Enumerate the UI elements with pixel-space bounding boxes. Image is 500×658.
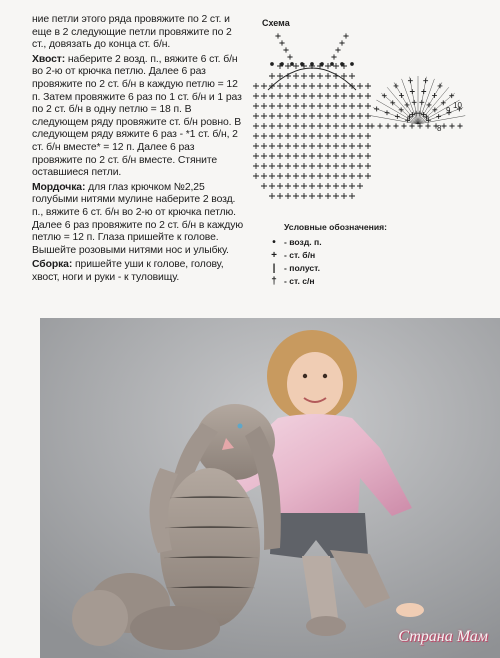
round-label-10: 10 bbox=[453, 101, 462, 110]
chain-mark bbox=[271, 63, 274, 66]
stitch-mark bbox=[349, 123, 355, 129]
stitch-mark bbox=[349, 163, 355, 169]
stitch-mark bbox=[333, 163, 339, 169]
watermark-logo: Страна Мам bbox=[398, 628, 488, 645]
stitch-mark bbox=[293, 93, 299, 99]
stitch-mark bbox=[417, 123, 422, 128]
stitch-mark bbox=[365, 83, 371, 89]
stitch-mark bbox=[365, 173, 371, 179]
stitch-mark bbox=[293, 193, 299, 199]
legend-item: † - ст. с/н bbox=[268, 275, 387, 288]
stitch-mark bbox=[339, 40, 344, 45]
stitch-mark bbox=[253, 103, 259, 109]
double-crochet-icon: † bbox=[271, 276, 277, 287]
stitch-mark bbox=[283, 47, 288, 52]
tail-text: наберите 2 возд. п., вяжите 6 ст. б/н во 2-ю от крючка петлю. Далее 6 раз провяжите по 2 ст. б/н в каждую петлю = 12 п. Затем провяжите 6 раз по 1 ст. б/н и 1 раз по 2 ст. б/н в одну петлю = 18 п. В следующем ряду провяжите ст. б/н ровно. В следующем ряду вяжите 6 раз - *1 ст. б/н, 2 ст. б/н вместе* = 12 п. Далее 6 раз провяжите по 2 ст. б/н вместе. Стяните оставшиеся петли. bbox=[32, 53, 242, 179]
stitch-mark bbox=[457, 123, 462, 128]
stitch-mark bbox=[317, 133, 323, 139]
stitch-mark bbox=[333, 83, 339, 89]
stitch-mark bbox=[357, 173, 363, 179]
instructions-column bbox=[32, 14, 247, 286]
stitch-mark bbox=[341, 103, 347, 109]
legend-item: + - ст. б/н bbox=[268, 249, 387, 262]
stitch-mark bbox=[301, 183, 307, 189]
stitch-mark bbox=[285, 143, 291, 149]
stitch-mark bbox=[325, 63, 331, 69]
stitch-mark bbox=[277, 103, 283, 109]
stitch-mark bbox=[357, 123, 363, 129]
stitch-mark bbox=[277, 123, 283, 129]
stitch-mark bbox=[349, 93, 355, 99]
stitch-mark bbox=[309, 73, 315, 79]
muzzle-text: для глаз крючком №2,25 голубыми нитями мулине наберите 2 возд. п., вяжите 6 ст. б/н во 2-ю от крючка петлю. Далее 6 раз провяжите по 2 ст. б/н в каждую петлю = 12 п. Глаза пришейте к голове. Вышейте розовыми нитями нос и улыбку. bbox=[32, 181, 244, 256]
stitch-mark bbox=[269, 173, 275, 179]
stitch-mark bbox=[341, 153, 347, 159]
stitch-mark bbox=[261, 133, 267, 139]
stitch-mark bbox=[293, 123, 299, 129]
stitch-mark bbox=[277, 93, 283, 99]
paragraph-muzzle bbox=[32, 182, 247, 258]
photo-girl-with-bunny bbox=[40, 318, 500, 658]
stitch-mark bbox=[253, 173, 259, 179]
stitch-mark bbox=[393, 123, 398, 128]
chain-mark bbox=[341, 63, 344, 66]
stitch-mark bbox=[309, 83, 315, 89]
stitch-mark bbox=[317, 153, 323, 159]
stitch-mark bbox=[261, 93, 267, 99]
stitch-mark bbox=[301, 73, 307, 79]
stitch-mark bbox=[341, 173, 347, 179]
stitch-mark bbox=[301, 153, 307, 159]
stitch-mark bbox=[301, 123, 307, 129]
stitch-mark bbox=[261, 173, 267, 179]
scheme-title: Схема bbox=[262, 18, 290, 28]
stitch-mark bbox=[357, 183, 363, 189]
stitch-mark bbox=[357, 153, 363, 159]
stitch-mark bbox=[261, 113, 267, 119]
stitch-mark bbox=[365, 133, 371, 139]
stitch-mark bbox=[317, 93, 323, 99]
half-double-icon: | bbox=[272, 263, 276, 274]
stitch-mark bbox=[309, 183, 315, 189]
stitch-mark bbox=[253, 133, 259, 139]
stitch-mark bbox=[325, 113, 331, 119]
stitch-mark bbox=[285, 173, 291, 179]
stitch-mark bbox=[349, 193, 355, 199]
stitch-mark bbox=[449, 123, 454, 128]
stitch-mark bbox=[253, 113, 259, 119]
stitch-mark bbox=[349, 133, 355, 139]
stitch-mark bbox=[343, 33, 348, 38]
stitch-mark bbox=[341, 83, 347, 89]
stitch-mark bbox=[325, 143, 331, 149]
stitch-mark bbox=[277, 113, 283, 119]
stitch-mark bbox=[369, 123, 374, 128]
chain-stitch-icon: • bbox=[272, 237, 276, 248]
stitch-mark bbox=[277, 83, 283, 89]
stitch-mark bbox=[277, 173, 283, 179]
stitch-mark bbox=[293, 63, 299, 69]
stitch-mark bbox=[309, 163, 315, 169]
stitch-mark bbox=[333, 113, 339, 119]
stitch-mark bbox=[335, 47, 340, 52]
muzzle-heading: Мордочка: bbox=[32, 181, 86, 193]
round-label-9: 9 bbox=[446, 106, 451, 115]
stitch-mark bbox=[325, 163, 331, 169]
stitch-mark bbox=[333, 193, 339, 199]
stitch-mark bbox=[269, 143, 275, 149]
chain-mark bbox=[311, 63, 314, 66]
stitch-mark bbox=[301, 93, 307, 99]
stitch-mark bbox=[325, 83, 331, 89]
stitch-mark bbox=[261, 153, 267, 159]
stitch-mark bbox=[285, 153, 291, 159]
stitch-mark bbox=[333, 143, 339, 149]
stitch-mark bbox=[261, 143, 267, 149]
stitch-mark bbox=[325, 153, 331, 159]
stitch-mark bbox=[357, 133, 363, 139]
stitch-mark bbox=[357, 163, 363, 169]
stitch-mark bbox=[333, 123, 339, 129]
stitch-mark bbox=[261, 163, 267, 169]
stitch-mark bbox=[341, 163, 347, 169]
stitch-mark bbox=[301, 163, 307, 169]
stitch-mark bbox=[253, 83, 259, 89]
stitch-mark bbox=[325, 103, 331, 109]
stitch-mark bbox=[365, 143, 371, 149]
stitch-mark bbox=[333, 173, 339, 179]
stitch-mark bbox=[349, 173, 355, 179]
stitch-mark bbox=[349, 143, 355, 149]
stitch-mark bbox=[293, 83, 299, 89]
stitch-mark bbox=[293, 163, 299, 169]
stitch-mark bbox=[317, 113, 323, 119]
stitch-mark bbox=[301, 103, 307, 109]
stitch-mark bbox=[269, 193, 275, 199]
stitch-mark bbox=[269, 73, 275, 79]
tail-heading: Хвост: bbox=[32, 53, 66, 65]
legend bbox=[268, 221, 387, 288]
stitch-mark bbox=[385, 123, 390, 128]
stitch-mark bbox=[349, 113, 355, 119]
single-crochet-icon: + bbox=[271, 250, 277, 261]
stitch-mark bbox=[317, 73, 323, 79]
stitch-mark bbox=[341, 133, 347, 139]
stitch-mark bbox=[341, 113, 347, 119]
paragraph-tail bbox=[32, 54, 247, 180]
stitch-mark bbox=[309, 153, 315, 159]
tail-diagram bbox=[369, 76, 465, 129]
round-label-8: 8 bbox=[437, 124, 442, 133]
crochet-diagram bbox=[250, 28, 500, 218]
stitch-mark bbox=[261, 103, 267, 109]
stitch-mark bbox=[341, 183, 347, 189]
paragraph-assembly bbox=[32, 259, 247, 284]
stitch-mark bbox=[285, 183, 291, 189]
stitch-mark bbox=[261, 123, 267, 129]
stitch-mark bbox=[277, 163, 283, 169]
stitch-mark bbox=[269, 133, 275, 139]
legend-item: | - полуст. bbox=[268, 262, 387, 275]
stitch-mark bbox=[279, 40, 284, 45]
stitch-mark bbox=[269, 93, 275, 99]
stitch-mark bbox=[309, 193, 315, 199]
stitch-mark bbox=[277, 153, 283, 159]
stitch-mark bbox=[357, 93, 363, 99]
stitch-mark bbox=[309, 133, 315, 139]
stitch-mark bbox=[253, 143, 259, 149]
stitch-mark bbox=[325, 73, 331, 79]
stitch-mark bbox=[333, 183, 339, 189]
stitch-mark bbox=[349, 183, 355, 189]
stitch-mark bbox=[333, 133, 339, 139]
stitch-mark bbox=[285, 63, 291, 69]
stitch-mark bbox=[377, 123, 382, 128]
chain-mark bbox=[321, 63, 324, 66]
stitch-mark bbox=[325, 173, 331, 179]
stitch-mark bbox=[285, 93, 291, 99]
stitch-mark bbox=[277, 143, 283, 149]
stitch-mark bbox=[317, 143, 323, 149]
stitch-mark bbox=[317, 83, 323, 89]
stitch-mark bbox=[365, 103, 371, 109]
chain-mark bbox=[331, 63, 334, 66]
stitch-mark bbox=[301, 83, 307, 89]
stitch-mark bbox=[441, 123, 446, 128]
stitch-mark bbox=[285, 133, 291, 139]
stitch-mark bbox=[277, 183, 283, 189]
assembly-text: пришейте уши к голове, голову, хвост, ноги и руки - к туловищу. bbox=[32, 259, 224, 283]
stitch-mark bbox=[365, 153, 371, 159]
stitch-mark bbox=[293, 133, 299, 139]
stitch-mark bbox=[349, 103, 355, 109]
chain-mark bbox=[291, 63, 294, 66]
legend-title: Условные обозначения: bbox=[284, 222, 387, 232]
chain-mark bbox=[351, 63, 354, 66]
stitch-mark bbox=[325, 93, 331, 99]
stitch-mark bbox=[309, 113, 315, 119]
stitch-mark bbox=[293, 153, 299, 159]
stitch-mark bbox=[285, 103, 291, 109]
stitch-mark bbox=[269, 113, 275, 119]
stitch-mark bbox=[309, 173, 315, 179]
stitch-mark bbox=[365, 93, 371, 99]
stitch-mark bbox=[325, 133, 331, 139]
stitch-mark bbox=[285, 163, 291, 169]
stitch-mark bbox=[317, 123, 323, 129]
stitch-mark bbox=[301, 193, 307, 199]
stitch-mark bbox=[357, 143, 363, 149]
stitch-mark bbox=[253, 123, 259, 129]
stitch-mark bbox=[357, 103, 363, 109]
stitch-mark bbox=[269, 123, 275, 129]
chain-mark bbox=[301, 63, 304, 66]
stitch-mark bbox=[293, 143, 299, 149]
stitch-mark bbox=[285, 83, 291, 89]
stitch-mark bbox=[357, 113, 363, 119]
body-diagram bbox=[253, 33, 371, 199]
stitch-mark bbox=[331, 54, 336, 59]
stitch-mark bbox=[269, 163, 275, 169]
stitch-mark bbox=[317, 163, 323, 169]
stitch-mark bbox=[253, 163, 259, 169]
stitch-mark bbox=[285, 193, 291, 199]
chain-mark bbox=[281, 63, 284, 66]
stitch-mark bbox=[341, 123, 347, 129]
stitch-mark bbox=[333, 153, 339, 159]
stitch-mark bbox=[261, 183, 267, 189]
stitch-mark bbox=[333, 103, 339, 109]
stitch-mark bbox=[293, 183, 299, 189]
stitch-mark bbox=[261, 83, 267, 89]
stitch-mark bbox=[277, 193, 283, 199]
stitch-mark bbox=[269, 103, 275, 109]
stitch-mark bbox=[293, 103, 299, 109]
stitch-mark bbox=[309, 93, 315, 99]
stitch-mark bbox=[349, 153, 355, 159]
stitch-mark bbox=[253, 153, 259, 159]
legend-item: • - возд. п. bbox=[268, 236, 387, 249]
stitch-mark bbox=[317, 173, 323, 179]
stitch-mark bbox=[325, 183, 331, 189]
stitch-mark bbox=[301, 133, 307, 139]
stitch-mark bbox=[341, 143, 347, 149]
stitch-mark bbox=[301, 173, 307, 179]
stitch-mark bbox=[253, 93, 259, 99]
stitch-mark bbox=[325, 123, 331, 129]
stitch-mark bbox=[409, 123, 414, 128]
stitch-mark bbox=[285, 113, 291, 119]
stitch-mark bbox=[333, 93, 339, 99]
stitch-mark bbox=[275, 33, 280, 38]
stitch-mark bbox=[301, 143, 307, 149]
stitch-mark bbox=[317, 193, 323, 199]
stitch-mark bbox=[317, 183, 323, 189]
stitch-mark bbox=[285, 123, 291, 129]
stitch-mark bbox=[333, 63, 339, 69]
stitch-mark bbox=[269, 183, 275, 189]
stitch-mark bbox=[293, 73, 299, 79]
stitch-mark bbox=[365, 113, 371, 119]
stitch-mark bbox=[301, 113, 307, 119]
stitch-mark bbox=[309, 103, 315, 109]
stitch-mark bbox=[309, 143, 315, 149]
stitch-mark bbox=[309, 123, 315, 129]
stitch-mark bbox=[287, 54, 292, 59]
stitch-mark bbox=[341, 93, 347, 99]
stitch-mark bbox=[293, 173, 299, 179]
stitch-mark bbox=[401, 123, 406, 128]
stitch-mark bbox=[293, 113, 299, 119]
stitch-mark bbox=[425, 123, 430, 128]
stitch-mark bbox=[341, 193, 347, 199]
stitch-mark bbox=[277, 133, 283, 139]
stitch-mark bbox=[365, 163, 371, 169]
stitch-mark bbox=[317, 103, 323, 109]
stitch-mark bbox=[325, 193, 331, 199]
assembly-heading: Сборка: bbox=[32, 259, 73, 271]
paragraph-continuation: ние петли этого ряда провяжите по 2 ст. и еще в 2 следующие петли провяжите по 2 ст., довязать до конца ст. б/н. bbox=[32, 14, 232, 51]
stitch-mark bbox=[357, 83, 363, 89]
stitch-mark bbox=[349, 73, 355, 79]
stitch-mark bbox=[269, 153, 275, 159]
